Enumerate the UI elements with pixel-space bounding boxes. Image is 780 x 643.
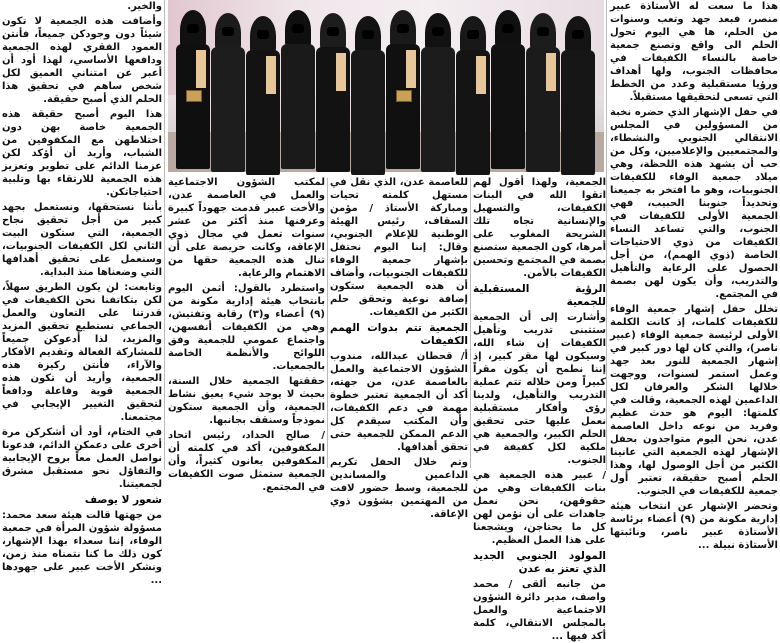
paragraph: وتم خلال الحفل تكريم الداعمين والمساندين للجمعية، وسط حضور لافت من المهتمين بشؤون ذوي الإعاقة. [330, 457, 468, 520]
paragraph: هذا اليوم أصبح حقيقة هذه الجمعية خاصة بهن دون اختلاطهن مع المكفوفين من الشباب، وأريد أن أؤكد لكن عزمنا الدائم على تطوير وتعزيز هذه الجمعية للارتقاء بها وتلبية احتياجاتكن. [2, 109, 162, 198]
paragraph: من جانبه ألقى / محمد واصف، مدير دائرة الشؤون الاجتماعية والعمل بالمجلس الانتقالي، كلمة أكد فيها ... [473, 579, 606, 642]
paragraph: واستطرد بالقول: أثمن اليوم بانتخاب هيئة إدارية مكونة من (٩) أعضاء و(٣) رقابة وتفتيش، وهي من الكفيفات أنفسهن، واجتماع عمومي للجمعية وفق اللوائح والأنظمة الخاصة بالجمعيات. [168, 283, 325, 372]
paragraph: أ/ قحطان عبدالله، مندوب الشؤون الاجتماعية والعمل بالعاصمة عدن، من جهته، أكد أن الجمعية تعتبر خطوة مهمة في دعم الكفيفات، وأن المكتب سيقدم كل الدعم الممكن للجمعية حتى تحقق أهدافها. [330, 351, 468, 453]
column-divider [164, 0, 165, 470]
group-photo [168, 0, 604, 172]
article-column-right [610, 0, 778, 551]
paragraph: وتابعت: لن يكون الطريق سهلاً، لكن بتكاتفنا نحن الكفيفات في قدرتنا على التعاون والعمل الجماعي نستطيع تحقيق المزيد والمزيد، لذا أدعوكن جميعاً للمشاركة الفعالة وتقديم الأفكار والآراء، فأنتن ركيزة هذه الجمعية، وأريد أن تكون هذه الجمعية قوية وفاعلة ودافعاً لتحقيق التغيير الإيجابي في مجتمعنا. [2, 282, 162, 423]
paragraph: / عبير هذه الجمعية هي بنات الكفيفات وهي من حقوقهن، نحن نعمل جاهدات على أن نؤمن لهن كل ما يحتاجن، ويشجعنا على هذا العمل العظيم. [473, 470, 606, 546]
article-column-left [2, 0, 162, 586]
paragraph: والخير. [127, 1, 162, 12]
article-column-middle-left [168, 176, 325, 493]
paragraph: لمكتب الشؤون الاجتماعية والعمل في العاصمة عدن، والأخت عبير قدمت جهوداً كبيرة وعرفنها منذ أكثر من عشر سنوات تعمل في مجال ذوي الإعاقة، وكانت حريصة على أن تنال هذه الجمعية حقها من الاهتمام والرعاية. [168, 177, 325, 279]
subheading: شعور لا يوصف [84, 494, 162, 506]
paragraph: للعاصمة عدن، الذي نقل في مستهل كلمته تحيات ومباركة الأستاذ / مؤمن السقاف، رئيس الهيئة الوطنية للإعلام الجنوبي، وقال: إننا اليوم نحتفل بإشهار جمعية الوفاء للكفيفات الجنوبيات، وأضاف أن هذه الجمعية ستكون إضافة نوعية وتحقق حلم الكثير من الكفيفات. [330, 177, 468, 318]
subheading: الرؤية المستقبلية للجمعية [473, 283, 606, 308]
paragraph: من جهتها قالت هيئة سعد محمد: مسؤولة شؤون المرأة في جمعية الوفاء، إننا سعداء بهذا الإشهار، كون ذلك ما كنا نتمناه منذ زمن، ونشكر الأخت عبير على جهودها ... [2, 510, 162, 586]
column-divider [606, 0, 607, 470]
article-column-middle [330, 176, 468, 520]
paragraph: في حفل الإشهار الذي حضره نخبة من المسؤولين في المجلس الانتقالي الجنوبي والنشطاء، والمجتمعيين والإعلاميين، وكل من حب أن يشهد هذه اللحظة، وهي ميلاد جمعية الوفاء للكفيفات الجنوبيات، وهو ما افتخر به جميعنا وتحديداً جنوبنا الحبيب، فهي الجمعية الأولى للكفيفات في الجنوب، والتي تساعد النساء الكفيفات من ذوي الاحتياجات الخاصة (ذوي الهمم)، من أجل الحصول على الرعاية والتأهيل والتدريب، وأن يكون لهن بصمة في المجتمع. [610, 107, 778, 300]
paragraph: هذا ما سعت له الأستاذة عبير منصر، فبعد جهد وتعب وسنوات من الحلم، ها هي اليوم تحول الحلم الى واقع وتصنع جمعية خاصة بالنساء الكفيفات في محافظات الجنوب، ولها أهداف ورؤيا مستقبلية وعدد من الخطط التي تسعى لتحقيقها مستقبلاً. [610, 1, 778, 103]
article-column-middle-right [473, 176, 606, 642]
paragraph: تخلل حفل إشهار جمعية الوفاء للكفيفات كلمات، إذ كانت الكلمة الأولى لرئيسة جمعية الوفاء (عبير ناصر)، والتي كان لها دور كبير في إشهار الجمعية للنور بعد جهد وعمل استمر لسنوات، ووجهت خلالها الشكر والعرفان لكل الداعمين لهذه الجمعية، وقالت في كلمتها: اليوم هو حدث عظيم وفريد من نوعه داخل العاصمة عدن، نحن اليوم متواجدون بحفل الإشهار لهذه الجمعية التي عانينا الكثير من أجل الوصول لها، وهذا الحلم أصبح حقيقة، تعتبر أول جمعية للكفيفات في الجنوب. [610, 304, 778, 497]
paragraph: الجمعية، ولهذا أقول لهم اتقوا الله في البنات الكفيفات، والتسهيل والإنسانية تجاه تلك الشريحة المغلوب على أمرها، كون الجمعية ستصنع بصمة في المجتمع وتحسين الكفيفات بالأمن. [473, 177, 606, 279]
paragraph: حققتها الجمعية خلال السنة، بحيث لا يوجد شيء يعيق نشاط الجمعية، وأن الجمعية ستكون نموذجاً وسنقف بجانبها. [168, 376, 325, 426]
paragraph: بأننا نستحقها، ونستعمل بجهد كبير من أجل تحقيق نجاح الجمعية، التي ستكون البيت الثاني لكل الكفيفات الجنوبيات، وسنعمل على تحقيق أهدافها التي وضعناها منذ البداية. [2, 202, 162, 278]
column-divider [327, 178, 328, 468]
subheading: الجمعية تتم بدوات الهمم الكفيفات [330, 322, 468, 347]
paragraph: / صالح الحداد، رئيس اتحاد المكفوفين، أكد في كلمته أن المكفوفين يعانون كثيراً، وأن الجمعية ستمثل صوت الكفيفات في المجتمع. [168, 430, 325, 493]
paragraph: وتحضر الإشهار عن انتخاب هيئة إدارية مكونة من (٩) أعضاء برئاسة الأستاذة عبير ناصر، ونائبتها الأستاذة نبيلة ... [610, 501, 778, 551]
paragraph: وأضافت هذه الجمعية لا تكون شيئاً دون وجودكن جميعاً، فأنتن العمود الفقري لهذه الجمعية ودافعها الأساسي، لهذا أود أن أعبر عن امتناني العميق لكل شخص ساهم في تحقيق هذا الحلم الذي أصبح حقيقة. [2, 16, 162, 105]
column-divider [470, 178, 471, 468]
paragraph: وأشارت إلى أن الجمعية ستتبنى تدريب وتأهيل الكفيفات إن شاء الله، وسيكون لها مقر كبير، إذ إننا نطمح أن يكون مقراً كبيراً ومن خلاله تتم عملية التدريب والتأهيل، ولدينا رؤى وأفكار مستقبلية نعمل عليها حتى تحقيق الحلم الكبير، والجمعية هي ملكية لكل كفيفة في الجنوب. [473, 312, 606, 466]
paragraph: في الختام، أود أن أشكركن مرة أخرى على دعمكن الدائم، فدعونا نواصل العمل معاً بروح الإيجابية والتفاؤل نحو مستقبل مشرق لجمعيتنا. [2, 427, 162, 490]
subheading: المولود الجنوبي الجديد الذي تعتز به عدن [473, 550, 606, 575]
